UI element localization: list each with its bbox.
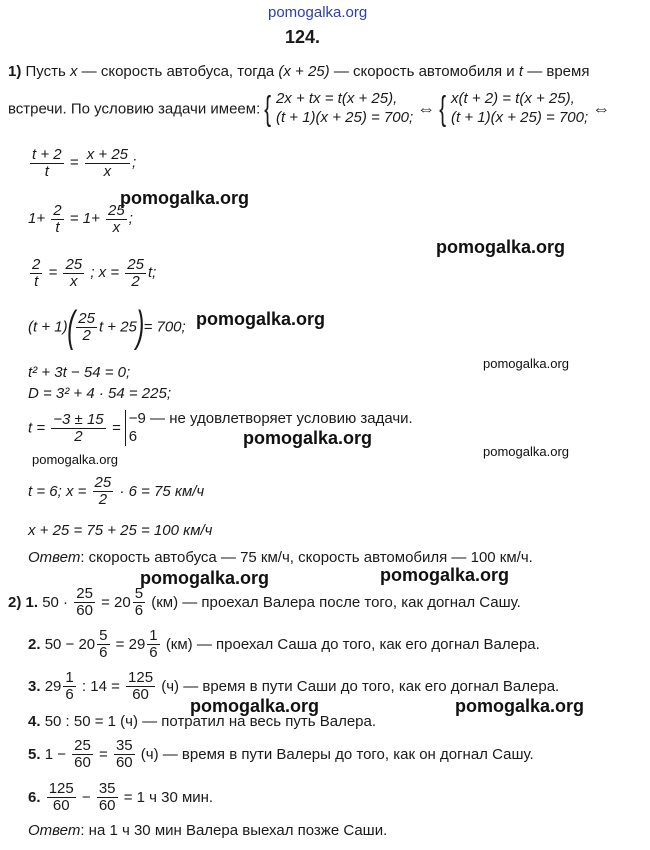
watermark[interactable]: pomogalka.org — [243, 428, 373, 448]
watermark-top[interactable]: pomogalka.org — [268, 4, 368, 21]
answer-label: Ответ — [28, 822, 81, 839]
part1-intro-line1 — [8, 63, 589, 80]
watermark[interactable]: pomogalka.org — [32, 452, 118, 467]
var-x: x — [70, 63, 78, 80]
fraction: $\frac{5}{6}$ — [134, 585, 144, 619]
expr-car: (x + 25) — [278, 63, 330, 80]
watermark[interactable]: pomogalka.org — [120, 188, 250, 208]
watermark[interactable]: pomogalka.org — [436, 237, 566, 257]
step-4: (t + 1)( $\frac{25}{2}$ t + 25)= 700; — [28, 302, 186, 351]
step-3: $\frac{2}{t}$ = $\frac{25}{x}$ ; x = $\frac{25}{2}$ t; — [32, 256, 157, 290]
step-5: t² + 3t − 54 = 0; — [28, 364, 131, 381]
watermark[interactable]: pomogalka.org — [196, 309, 326, 329]
fraction: $\frac{25}{x}$ — [65, 256, 83, 290]
answer-text: : скорость автобуса — 75 км/ч, скорость автомобиля — 100 км/ч. — [80, 549, 533, 566]
fraction: $\frac{1}{6}$ — [65, 669, 74, 703]
fraction: $\frac{2}{t}$ — [32, 256, 41, 290]
fraction: $\frac{x + 25}{x}$ — [86, 146, 128, 180]
part2-line-3: 3. 29 $\frac{1}{6}$ : 14 = $\frac{125}{60}$ (ч) — время в пути Саши до того, как его догнал Валера. — [28, 669, 560, 703]
fraction: $\frac{25}{60}$ — [74, 737, 91, 771]
part2-label: 2) — [8, 593, 22, 611]
intro-text: Пусть — [25, 63, 66, 80]
answer-label: Ответ — [28, 549, 81, 566]
fraction: $\frac{-3 \pm 15}{2}$ — [53, 410, 104, 445]
intro-text: — время — [527, 63, 590, 80]
answer-text: : на 1 ч 30 мин Валера выехал позже Саши. — [80, 822, 388, 839]
part2-line-5: 5. 1 − $\frac{25}{60}$ = $\frac{35}{60}$ (ч) — время в пути Валеры до того, как он догнал Сашу. — [28, 737, 534, 771]
brace: { — [439, 89, 447, 128]
system-row: (t + 1)(x + 25) = 700; — [450, 108, 589, 126]
intro-text: — скорость автобуса, тогда — [81, 63, 275, 80]
watermark[interactable]: pomogalka.org — [455, 696, 585, 716]
equiv-symbol: ⇔ — [417, 98, 436, 119]
fraction: $\frac{25}{2}$ — [127, 256, 144, 290]
fraction: $\frac{25}{x}$ — [108, 202, 125, 236]
watermark[interactable]: pomogalka.org — [483, 444, 569, 459]
part2-line-4: 4. 50 : 50 = 1 (ч) — потратил на весь путь Валера. — [28, 713, 377, 730]
var-t: t — [518, 63, 524, 80]
step-6: D = 3² + 4 · 54 = 225; — [28, 385, 172, 402]
system-row: (t + 1)(x + 25) = 700; — [275, 108, 414, 126]
intro-text: встречи. По условию задачи имеем: — [8, 100, 261, 118]
system-row: x(t + 2) = t(x + 25), — [450, 90, 575, 107]
part2-line-6: 6. $\frac{125}{60}$ − $\frac{35}{60}$ = 1 ч 30 мин. — [28, 780, 214, 814]
fraction: $\frac{2}{t}$ — [53, 202, 62, 236]
step-7: t = $\frac{-3 \pm 15}{2}$ = −9 — не удовлетворяет условию задачи. 6 — [28, 410, 413, 445]
part2-line-1: 2) 1. 50 · $\frac{25}{60}$ = 20 $\frac{5}{6}$ (км) — проехал Валера после того, как догнал Сашу. — [8, 585, 521, 619]
fraction: $\frac{35}{60}$ — [98, 780, 116, 814]
step-8: t = 6; x = $\frac{25}{2}$ · 6 = 75 км/ч — [28, 474, 205, 508]
step-1: $\frac{t + 2}{t}$ = $\frac{x + 25}{x}$ ; — [32, 146, 137, 180]
fraction: $\frac{t + 2}{t}$ — [32, 146, 62, 180]
fraction: $\frac{25}{60}$ — [76, 585, 93, 619]
part1-intro-line2 — [8, 90, 610, 128]
watermark[interactable]: pomogalka.org — [190, 696, 320, 716]
fraction: $\frac{5}{6}$ — [99, 627, 108, 661]
answer-1 — [28, 549, 533, 566]
fraction: $\frac{35}{60}$ — [115, 737, 133, 771]
fraction: $\frac{125}{60}$ — [128, 669, 154, 703]
system-2 — [451, 90, 588, 128]
equiv-symbol: ⇔ — [592, 98, 611, 119]
roots: −9 — не удовлетворяет условию задачи. 6 — [125, 410, 413, 446]
problem-number: 124. — [285, 27, 321, 47]
part2-line-2: 2. 50 − 20 $\frac{5}{6}$ = 29 $\frac{1}{6}$ (км) — проехал Саша до того, как его догнал Валера. — [28, 627, 540, 661]
step-9: x + 25 = 75 + 25 = 100 км/ч — [28, 522, 213, 539]
part1-label: 1) — [8, 63, 22, 80]
watermark[interactable]: pomogalka.org — [483, 356, 569, 371]
watermark[interactable]: pomogalka.org — [140, 568, 270, 588]
step-2: 1+ $\frac{2}{t}$ = 1+ $\frac{25}{x}$ ; — [28, 202, 133, 236]
answer-2 — [28, 822, 387, 839]
brace: { — [264, 89, 272, 128]
fraction: $\frac{25}{2}$ — [94, 474, 112, 508]
watermark[interactable]: pomogalka.org — [380, 565, 510, 585]
fraction: $\frac{125}{60}$ — [48, 780, 74, 814]
system-row: 2x + tx = t(x + 25), — [275, 90, 398, 107]
system-1 — [276, 90, 413, 128]
intro-text: — скорость автомобиля и — [333, 63, 515, 80]
fraction: $\frac{1}{6}$ — [149, 627, 158, 661]
fraction: $\frac{25}{2}$ — [78, 309, 95, 344]
